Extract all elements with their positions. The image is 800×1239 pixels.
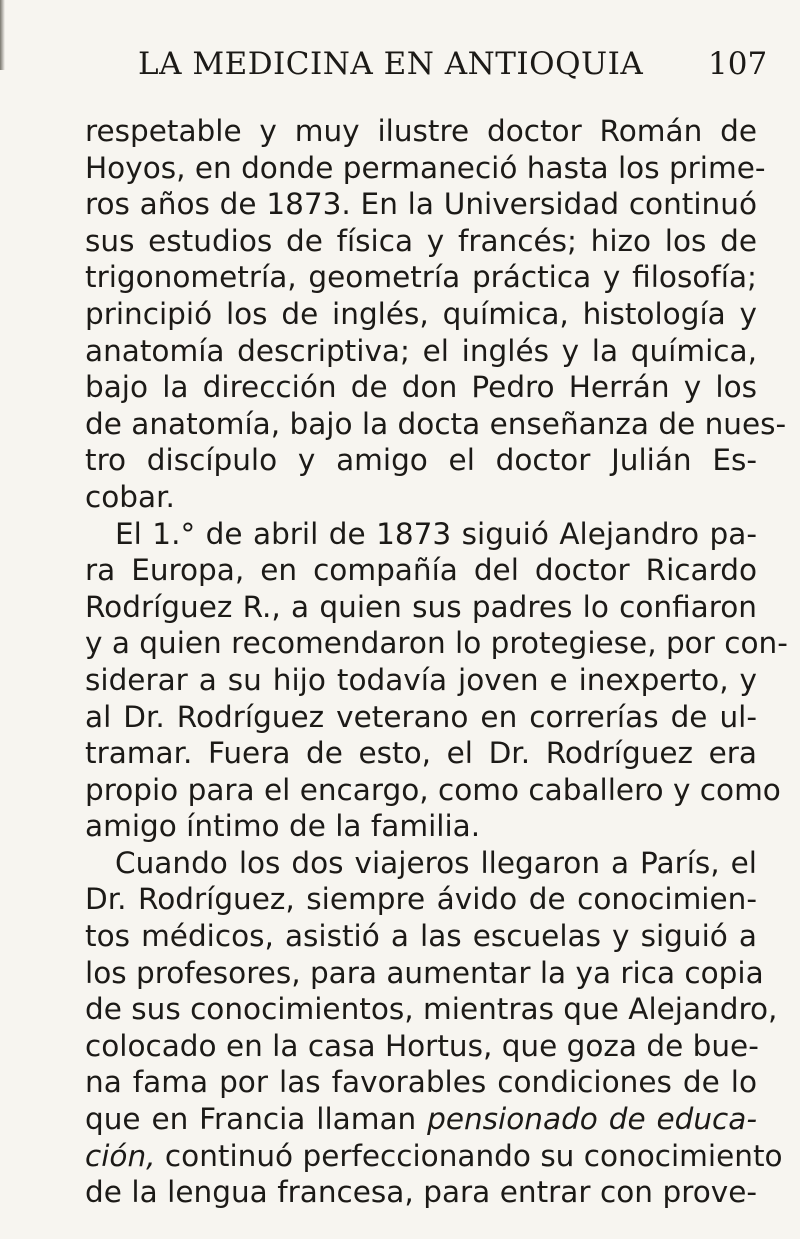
text-line-with-italic xyxy=(85,1101,757,1138)
text-line: principió los de inglés, química, histología y xyxy=(85,296,757,331)
page-header xyxy=(0,46,800,94)
text-segment: continuó perfeccionando su conocimiento xyxy=(155,1138,783,1173)
text-line: los profesores, para aumentar la ya rica copia xyxy=(85,955,764,990)
text-line: cobar. xyxy=(85,479,175,514)
text-line: trigonometría, geometría práctica y filosofía; xyxy=(85,260,757,295)
text-line: al Dr. Rodríguez veterano en correrías de ul- xyxy=(85,699,757,734)
text-line: Hoyos, en donde permaneció hasta los prime- xyxy=(85,150,766,185)
text-line: tro discípulo y amigo el doctor Julián Es- xyxy=(85,443,757,478)
text-line: anatomía descriptiva; el inglés y la química, xyxy=(85,333,757,368)
text-line: na fama por las favorables condiciones de lo xyxy=(85,1065,757,1100)
text-line: sus estudios de física y francés; hizo los de xyxy=(85,223,757,258)
text-line: propio para el encargo, como caballero y como xyxy=(85,772,781,807)
text-line: siderar a su hijo todavía joven e inexperto, y xyxy=(85,662,757,697)
page-number: 107 xyxy=(708,46,768,82)
text-line: bajo la dirección de don Pedro Herrán y los xyxy=(85,370,757,405)
italic-phrase: pensionado de educa- xyxy=(427,1102,757,1137)
text-line-with-italic xyxy=(85,1138,783,1175)
text-line: tos médicos, asistió a las escuelas y siguió a xyxy=(85,919,757,954)
text-line: tramar. Fuera de esto, el Dr. Rodríguez era xyxy=(85,736,757,771)
text-line: de la lengua francesa, para entrar con prove- xyxy=(85,1175,757,1210)
text-segment: que en Francia llaman xyxy=(85,1102,417,1137)
text-line: de sus conocimientos, mientras que Alejandro, xyxy=(85,992,778,1027)
text-line: Cuando los dos viajeros llegaron a París, el xyxy=(115,845,757,880)
text-line: respetable y muy ilustre doctor Román de xyxy=(85,114,757,148)
text-line: colocado en la casa Hortus, que goza de bue- xyxy=(85,1028,759,1063)
running-title: LA MEDICINA EN ANTIOQUIA xyxy=(138,46,644,82)
text-line: Dr. Rodríguez, siempre ávido de conocimien- xyxy=(85,882,757,917)
text-line: ros años de 1873. En la Universidad continuó xyxy=(85,187,757,222)
italic-phrase: ción, xyxy=(85,1138,156,1173)
text-line: y a quien recomendaron lo protegiese, por con- xyxy=(85,626,788,661)
text-line: de anatomía, bajo la docta enseñanza de nues- xyxy=(85,406,787,441)
text-line: El 1.° de abril de 1873 siguió Alejandro pa- xyxy=(115,516,757,551)
text-line: Rodríguez R., a quien sus padres lo confiaron xyxy=(85,589,757,624)
body-text xyxy=(85,113,788,1211)
text-line: ra Europa, en compañía del doctor Ricardo xyxy=(85,553,757,588)
text-line: amigo íntimo de la familia. xyxy=(85,809,481,844)
